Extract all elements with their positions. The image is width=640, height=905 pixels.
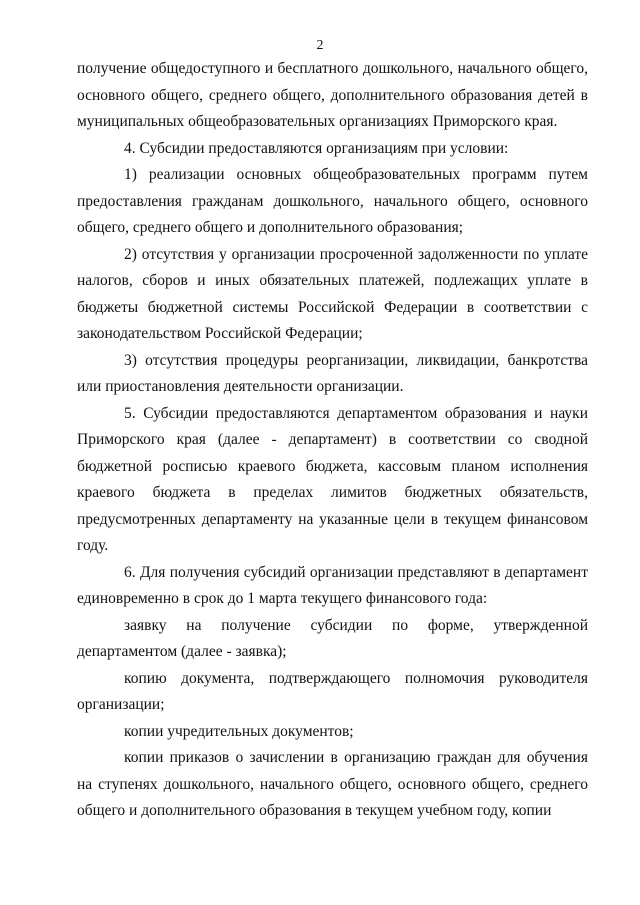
- paragraph-founding-documents: копии учредительных документов;: [124, 722, 354, 740]
- paragraph-item-4: 4. Субсидии предоставляются организациям при условии:: [124, 139, 509, 157]
- paragraph-condition-1: 1) реализации основных общеобразовательных программ путем предоставления гражданам дошкольного, начального общего, основного общего, среднего общего и дополнительного образования;: [77, 166, 588, 236]
- paragraph-application: заявку на получение субсидии по форме, утвержденной департаментом (далее - заявка);: [77, 616, 588, 660]
- paragraph-enrollment-orders: копии приказов о зачислении в организацию граждан для обучения на ступенях дошкольного, начального общего, основного общего, среднего общего и дополнительного образования в текущем учебном году, копии: [77, 749, 588, 819]
- page-number: 2: [316, 38, 324, 53]
- document-body: [77, 56, 588, 825]
- paragraph-condition-3: 3) отсутствия процедуры реорганизации, ликвидации, банкротства или приостановления деятельности организации.: [77, 351, 588, 395]
- paragraph-condition-2: 2) отсутствия у организации просроченной задолженности по уплате налогов, сборов и иных обязательных платежей, подлежащих уплате в бюджеты бюджетной системы Российской Федерации в соответствии с законодательством Российской Федерации;: [77, 245, 588, 342]
- paragraph-authority-copy: копию документа, подтверждающего полномочия руководителя организации;: [77, 669, 588, 713]
- paragraph-continuation: получение общедоступного и бесплатного дошкольного, начального общего, основного общего, среднего общего, дополнительного образования детей в муниципальных общеобразовательных организациях Приморского края.: [77, 60, 588, 130]
- paragraph-item-6: 6. Для получения субсидий организации представляют в департамент единовременно в срок до 1 марта текущего финансового года:: [77, 563, 588, 607]
- paragraph-item-5: 5. Субсидии предоставляются департаментом образования и науки Приморского края (далее - департамент) в соответствии со сводной бюджетной росписью краевого бюджета, кассовым планом исполнения краевого бюджета в пределах лимитов бюджетных обязательств, предусмотренных департаменту на указанные цели в текущем финансовом году.: [77, 404, 588, 554]
